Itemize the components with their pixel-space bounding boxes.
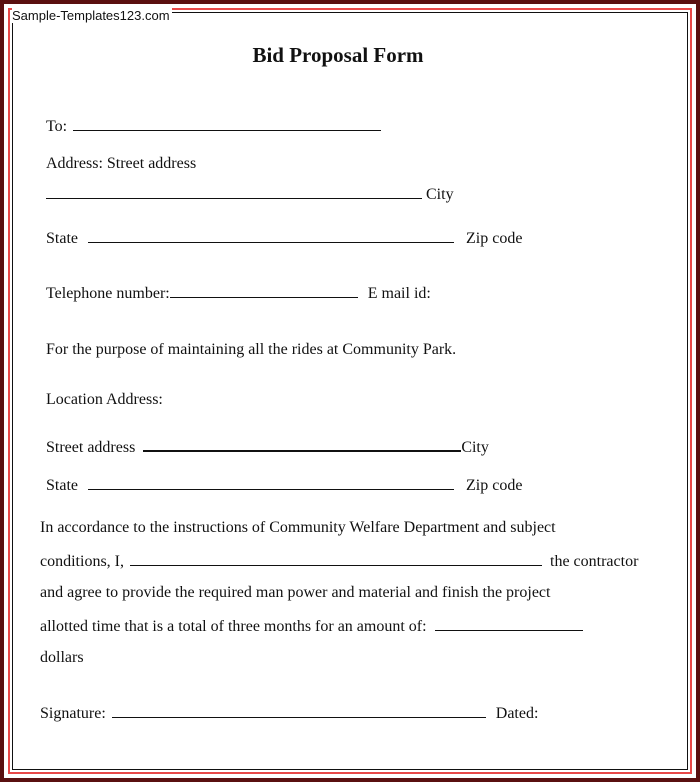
contractor-label: the contractor — [550, 553, 639, 570]
location-street-field[interactable] — [143, 436, 461, 452]
location-address-label: Location Address: — [46, 391, 163, 408]
telephone-email-row — [46, 283, 431, 304]
email-label: E mail id: — [367, 285, 431, 302]
amount-field[interactable] — [435, 616, 583, 631]
telephone-field[interactable] — [170, 283, 358, 298]
signature-label: Signature: — [40, 705, 106, 722]
paragraph-line-1: In accordance to the instructions of Community Welfare Department and subject — [40, 519, 556, 536]
purpose-text: For the purpose of maintaining all the rides at Community Park. — [46, 341, 457, 358]
conditions-label: conditions, I, — [40, 553, 124, 570]
signature-row — [40, 703, 538, 724]
address-city-row — [46, 184, 454, 205]
state-label: State — [46, 230, 78, 247]
contractor-name-field[interactable] — [130, 551, 542, 566]
watermark: Sample-Templates123.com — [12, 8, 170, 23]
paragraph-line-4 — [40, 616, 583, 637]
paragraph-line-2 — [40, 551, 638, 572]
signature-field[interactable] — [112, 703, 486, 718]
to-field[interactable] — [73, 116, 381, 131]
telephone-label: Telephone number: — [46, 285, 170, 302]
to-label: To: — [46, 118, 68, 135]
location-city-label: City — [461, 439, 489, 456]
zip-label: Zip code — [466, 230, 523, 247]
location-state-field[interactable] — [88, 475, 454, 490]
location-street-row — [46, 436, 489, 458]
amount-label: allotted time that is a total of three months for an amount of: — [40, 618, 427, 635]
location-zip-label: Zip code — [466, 477, 523, 494]
location-state-label: State — [46, 477, 78, 494]
dated-label: Dated: — [495, 705, 539, 722]
location-state-zip-row — [46, 475, 522, 496]
state-field[interactable] — [88, 228, 454, 243]
address-label: Address: Street address — [46, 155, 197, 172]
city-label: City — [426, 186, 454, 203]
paragraph-line-3: and agree to provide the required man power and material and finish the project — [40, 584, 551, 601]
state-zip-row — [46, 228, 522, 249]
form-title: Bid Proposal Form — [252, 43, 424, 67]
street-address-field[interactable] — [46, 184, 422, 199]
paragraph-line-5: dollars — [40, 649, 84, 666]
location-street-label: Street address — [46, 439, 136, 456]
to-row — [46, 116, 381, 137]
